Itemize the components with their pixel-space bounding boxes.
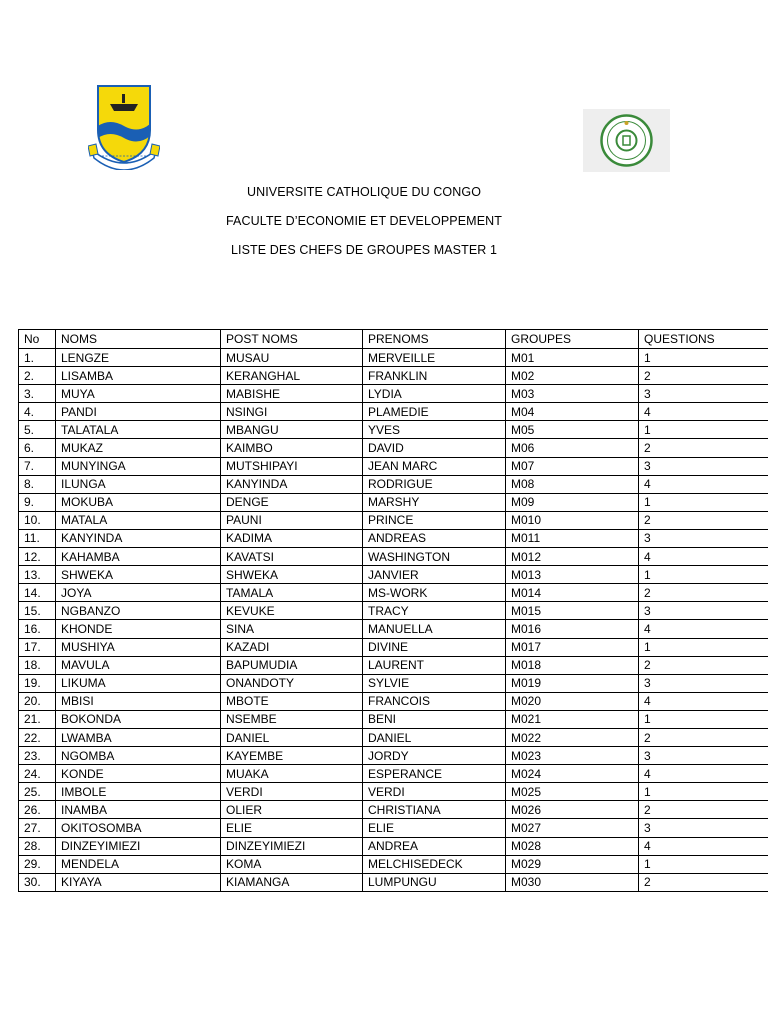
cell-groupe: M028	[506, 837, 639, 855]
column-header-no: No	[19, 330, 56, 349]
table-row	[19, 385, 768, 403]
cell-prenom: RODRIGUE	[363, 475, 506, 493]
cell-prenom: FRANKLIN	[363, 367, 506, 385]
cell-groupe: M07	[506, 457, 639, 475]
cell-nom: LWAMBA	[56, 728, 221, 746]
table-row	[19, 457, 768, 475]
cell-question: 3	[639, 529, 768, 547]
cell-groupe: M030	[506, 873, 639, 891]
cell-no: 1.	[19, 349, 56, 367]
cell-no: 27.	[19, 819, 56, 837]
cell-no: 7.	[19, 457, 56, 475]
cell-question: 4	[639, 765, 768, 783]
cell-post-nom: MUSAU	[221, 349, 363, 367]
cell-prenom: SYLVIE	[363, 674, 506, 692]
cell-nom: MATALA	[56, 511, 221, 529]
cell-groupe: M014	[506, 584, 639, 602]
faculty-name: FACULTE D’ECONOMIE ET DEVELOPPEMENT	[225, 214, 502, 228]
column-header-questions: QUESTIONS	[639, 330, 768, 349]
column-header-prenoms: PRENOMS	[363, 330, 506, 349]
cell-post-nom: KAVATSI	[221, 548, 363, 566]
cell-no: 24.	[19, 765, 56, 783]
cell-nom: LIKUMA	[56, 674, 221, 692]
cell-prenom: TRACY	[363, 602, 506, 620]
cell-no: 19.	[19, 674, 56, 692]
cell-post-nom: NSEMBE	[221, 710, 363, 728]
table-row	[19, 421, 768, 439]
cell-question: 2	[639, 801, 768, 819]
table-row	[19, 367, 768, 385]
cell-question: 1	[639, 566, 768, 584]
cell-no: 10.	[19, 511, 56, 529]
cell-no: 28.	[19, 837, 56, 855]
table-row	[19, 692, 768, 710]
cell-question: 3	[639, 674, 768, 692]
cell-groupe: M05	[506, 421, 639, 439]
cell-question: 1	[639, 493, 768, 511]
cell-no: 26.	[19, 801, 56, 819]
cell-question: 3	[639, 747, 768, 765]
cell-groupe: M02	[506, 367, 639, 385]
table-row	[19, 439, 768, 457]
cell-prenom: MELCHISEDECK	[363, 855, 506, 873]
cell-groupe: M04	[506, 403, 639, 421]
university-crest-logo	[88, 84, 160, 170]
cell-nom: MAVULA	[56, 656, 221, 674]
cell-nom: DINZEYIMIEZI	[56, 837, 221, 855]
cell-prenom: MS-WORK	[363, 584, 506, 602]
cell-no: 30.	[19, 873, 56, 891]
cell-no: 6.	[19, 439, 56, 457]
cell-nom: MENDELA	[56, 855, 221, 873]
cell-question: 1	[639, 421, 768, 439]
table-row	[19, 638, 768, 656]
cell-prenom: DAVID	[363, 439, 506, 457]
cell-post-nom: SHWEKA	[221, 566, 363, 584]
cell-nom: KAHAMBA	[56, 548, 221, 566]
cell-prenom: ANDREA	[363, 837, 506, 855]
cell-question: 1	[639, 710, 768, 728]
table-row	[19, 349, 768, 367]
cell-question: 2	[639, 873, 768, 891]
table-row	[19, 511, 768, 529]
cell-post-nom: DANIEL	[221, 728, 363, 746]
cell-groupe: M020	[506, 692, 639, 710]
cell-no: 8.	[19, 475, 56, 493]
cell-nom: KANYINDA	[56, 529, 221, 547]
cell-no: 16.	[19, 620, 56, 638]
table-row	[19, 837, 768, 855]
cell-post-nom: KEVUKE	[221, 602, 363, 620]
cell-post-nom: OLIER	[221, 801, 363, 819]
cell-question: 4	[639, 403, 768, 421]
cell-groupe: M010	[506, 511, 639, 529]
cell-question: 2	[639, 656, 768, 674]
cell-groupe: M06	[506, 439, 639, 457]
cell-no: 5.	[19, 421, 56, 439]
table-row	[19, 529, 768, 547]
cell-question: 2	[639, 367, 768, 385]
cell-prenom: WASHINGTON	[363, 548, 506, 566]
cell-nom: MUKAZ	[56, 439, 221, 457]
cell-prenom: JORDY	[363, 747, 506, 765]
cell-post-nom: MBANGU	[221, 421, 363, 439]
cell-prenom: YVES	[363, 421, 506, 439]
cell-question: 3	[639, 602, 768, 620]
cell-no: 11.	[19, 529, 56, 547]
cell-post-nom: PAUNI	[221, 511, 363, 529]
cell-nom: LISAMBA	[56, 367, 221, 385]
cell-post-nom: KAIMBO	[221, 439, 363, 457]
cell-prenom: LYDIA	[363, 385, 506, 403]
cell-nom: IMBOLE	[56, 783, 221, 801]
cell-question: 3	[639, 457, 768, 475]
university-name: UNIVERSITE CATHOLIQUE DU CONGO	[246, 185, 482, 199]
cell-groupe: M022	[506, 728, 639, 746]
cell-groupe: M017	[506, 638, 639, 656]
cell-question: 1	[639, 638, 768, 656]
cell-question: 3	[639, 819, 768, 837]
cell-no: 25.	[19, 783, 56, 801]
cell-prenom: DANIEL	[363, 728, 506, 746]
cell-prenom: MARSHY	[363, 493, 506, 511]
table-row	[19, 493, 768, 511]
cell-post-nom: MABISHE	[221, 385, 363, 403]
cell-question: 1	[639, 783, 768, 801]
cell-question: 1	[639, 349, 768, 367]
cell-post-nom: VERDI	[221, 783, 363, 801]
cell-post-nom: MBOTE	[221, 692, 363, 710]
cell-groupe: M026	[506, 801, 639, 819]
list-title: LISTE DES CHEFS DE GROUPES MASTER 1	[230, 243, 498, 257]
cell-groupe: M03	[506, 385, 639, 403]
cell-no: 22.	[19, 728, 56, 746]
cell-groupe: M027	[506, 819, 639, 837]
cell-no: 21.	[19, 710, 56, 728]
table-row	[19, 403, 768, 421]
cell-question: 3	[639, 385, 768, 403]
cell-nom: MUYA	[56, 385, 221, 403]
cell-post-nom: DINZEYIMIEZI	[221, 837, 363, 855]
cell-no: 20.	[19, 692, 56, 710]
table-row	[19, 801, 768, 819]
cell-prenom: MERVEILLE	[363, 349, 506, 367]
cell-question: 4	[639, 620, 768, 638]
table-row	[19, 584, 768, 602]
table-row	[19, 873, 768, 891]
group-leaders-table	[18, 329, 768, 892]
cell-question: 2	[639, 511, 768, 529]
table-row	[19, 783, 768, 801]
table-row	[19, 747, 768, 765]
cell-no: 15.	[19, 602, 56, 620]
cell-nom: SHWEKA	[56, 566, 221, 584]
cell-post-nom: KADIMA	[221, 529, 363, 547]
cell-post-nom: DENGE	[221, 493, 363, 511]
cell-groupe: M029	[506, 855, 639, 873]
table-row	[19, 475, 768, 493]
cell-post-nom: KANYINDA	[221, 475, 363, 493]
cell-question: 2	[639, 439, 768, 457]
cell-groupe: M024	[506, 765, 639, 783]
table-row	[19, 548, 768, 566]
cell-groupe: M08	[506, 475, 639, 493]
cell-post-nom: SINA	[221, 620, 363, 638]
cell-no: 13.	[19, 566, 56, 584]
cell-nom: MBISI	[56, 692, 221, 710]
cell-prenom: MANUELLA	[363, 620, 506, 638]
cell-nom: MUSHIYA	[56, 638, 221, 656]
cell-groupe: M015	[506, 602, 639, 620]
table-row	[19, 602, 768, 620]
cell-question: 1	[639, 855, 768, 873]
cell-prenom: PLAMEDIE	[363, 403, 506, 421]
table-row	[19, 656, 768, 674]
table-row	[19, 855, 768, 873]
table-row	[19, 620, 768, 638]
cell-prenom: ESPERANCE	[363, 765, 506, 783]
cell-prenom: FRANCOIS	[363, 692, 506, 710]
cell-nom: MUNYINGA	[56, 457, 221, 475]
cell-prenom: JEAN MARC	[363, 457, 506, 475]
cell-nom: KIYAYA	[56, 873, 221, 891]
table-row	[19, 710, 768, 728]
cell-post-nom: NSINGI	[221, 403, 363, 421]
cell-groupe: M016	[506, 620, 639, 638]
cell-post-nom: KERANGHAL	[221, 367, 363, 385]
cell-prenom: DIVINE	[363, 638, 506, 656]
cell-post-nom: MUTSHIPAYI	[221, 457, 363, 475]
column-header-groupes: GROUPES	[506, 330, 639, 349]
cell-prenom: BENI	[363, 710, 506, 728]
cell-nom: NGOMBA	[56, 747, 221, 765]
cell-post-nom: MUAKA	[221, 765, 363, 783]
cell-post-nom: KAZADI	[221, 638, 363, 656]
cell-nom: ILUNGA	[56, 475, 221, 493]
cell-groupe: M018	[506, 656, 639, 674]
cell-no: 23.	[19, 747, 56, 765]
cell-groupe: M011	[506, 529, 639, 547]
cell-groupe: M01	[506, 349, 639, 367]
cell-post-nom: KIAMANGA	[221, 873, 363, 891]
cell-prenom: CHRISTIANA	[363, 801, 506, 819]
cell-no: 14.	[19, 584, 56, 602]
cell-no: 3.	[19, 385, 56, 403]
cell-no: 29.	[19, 855, 56, 873]
cell-nom: MOKUBA	[56, 493, 221, 511]
cell-groupe: M013	[506, 566, 639, 584]
cell-post-nom: KAYEMBE	[221, 747, 363, 765]
column-header-post-noms: POST NOMS	[221, 330, 363, 349]
cell-prenom: JANVIER	[363, 566, 506, 584]
table-row	[19, 566, 768, 584]
column-header-noms: NOMS	[56, 330, 221, 349]
cell-no: 4.	[19, 403, 56, 421]
cell-nom: LENGZE	[56, 349, 221, 367]
cell-prenom: VERDI	[363, 783, 506, 801]
table-row	[19, 765, 768, 783]
table-row	[19, 728, 768, 746]
cell-no: 9.	[19, 493, 56, 511]
cell-groupe: M012	[506, 548, 639, 566]
cell-no: 17.	[19, 638, 56, 656]
cell-nom: BOKONDA	[56, 710, 221, 728]
cell-no: 2.	[19, 367, 56, 385]
cell-groupe: M023	[506, 747, 639, 765]
cell-prenom: ELIE	[363, 819, 506, 837]
table-row	[19, 674, 768, 692]
cell-question: 2	[639, 584, 768, 602]
table-body	[19, 349, 768, 892]
cell-nom: KHONDE	[56, 620, 221, 638]
table-row	[19, 819, 768, 837]
cell-post-nom: ELIE	[221, 819, 363, 837]
cell-groupe: M021	[506, 710, 639, 728]
cell-question: 4	[639, 837, 768, 855]
cell-question: 4	[639, 475, 768, 493]
cell-post-nom: ONANDOTY	[221, 674, 363, 692]
cell-nom: KONDE	[56, 765, 221, 783]
cell-prenom: ANDREAS	[363, 529, 506, 547]
cell-groupe: M025	[506, 783, 639, 801]
cell-post-nom: BAPUMUDIA	[221, 656, 363, 674]
faculty-seal-icon	[583, 109, 670, 172]
cell-nom: NGBANZO	[56, 602, 221, 620]
cell-no: 12.	[19, 548, 56, 566]
cell-prenom: LAURENT	[363, 656, 506, 674]
cell-question: 2	[639, 728, 768, 746]
cell-nom: JOYA	[56, 584, 221, 602]
cell-nom: TALATALA	[56, 421, 221, 439]
cell-question: 4	[639, 548, 768, 566]
cell-no: 18.	[19, 656, 56, 674]
cell-nom: PANDI	[56, 403, 221, 421]
cell-nom: INAMBA	[56, 801, 221, 819]
cell-prenom: PRINCE	[363, 511, 506, 529]
cell-groupe: M09	[506, 493, 639, 511]
cell-post-nom: KOMA	[221, 855, 363, 873]
cell-post-nom: TAMALA	[221, 584, 363, 602]
faculty-seal-logo	[583, 109, 670, 172]
cell-prenom: LUMPUNGU	[363, 873, 506, 891]
table-header-row	[19, 330, 768, 349]
cell-question: 4	[639, 692, 768, 710]
cell-nom: OKITOSOMBA	[56, 819, 221, 837]
cell-groupe: M019	[506, 674, 639, 692]
